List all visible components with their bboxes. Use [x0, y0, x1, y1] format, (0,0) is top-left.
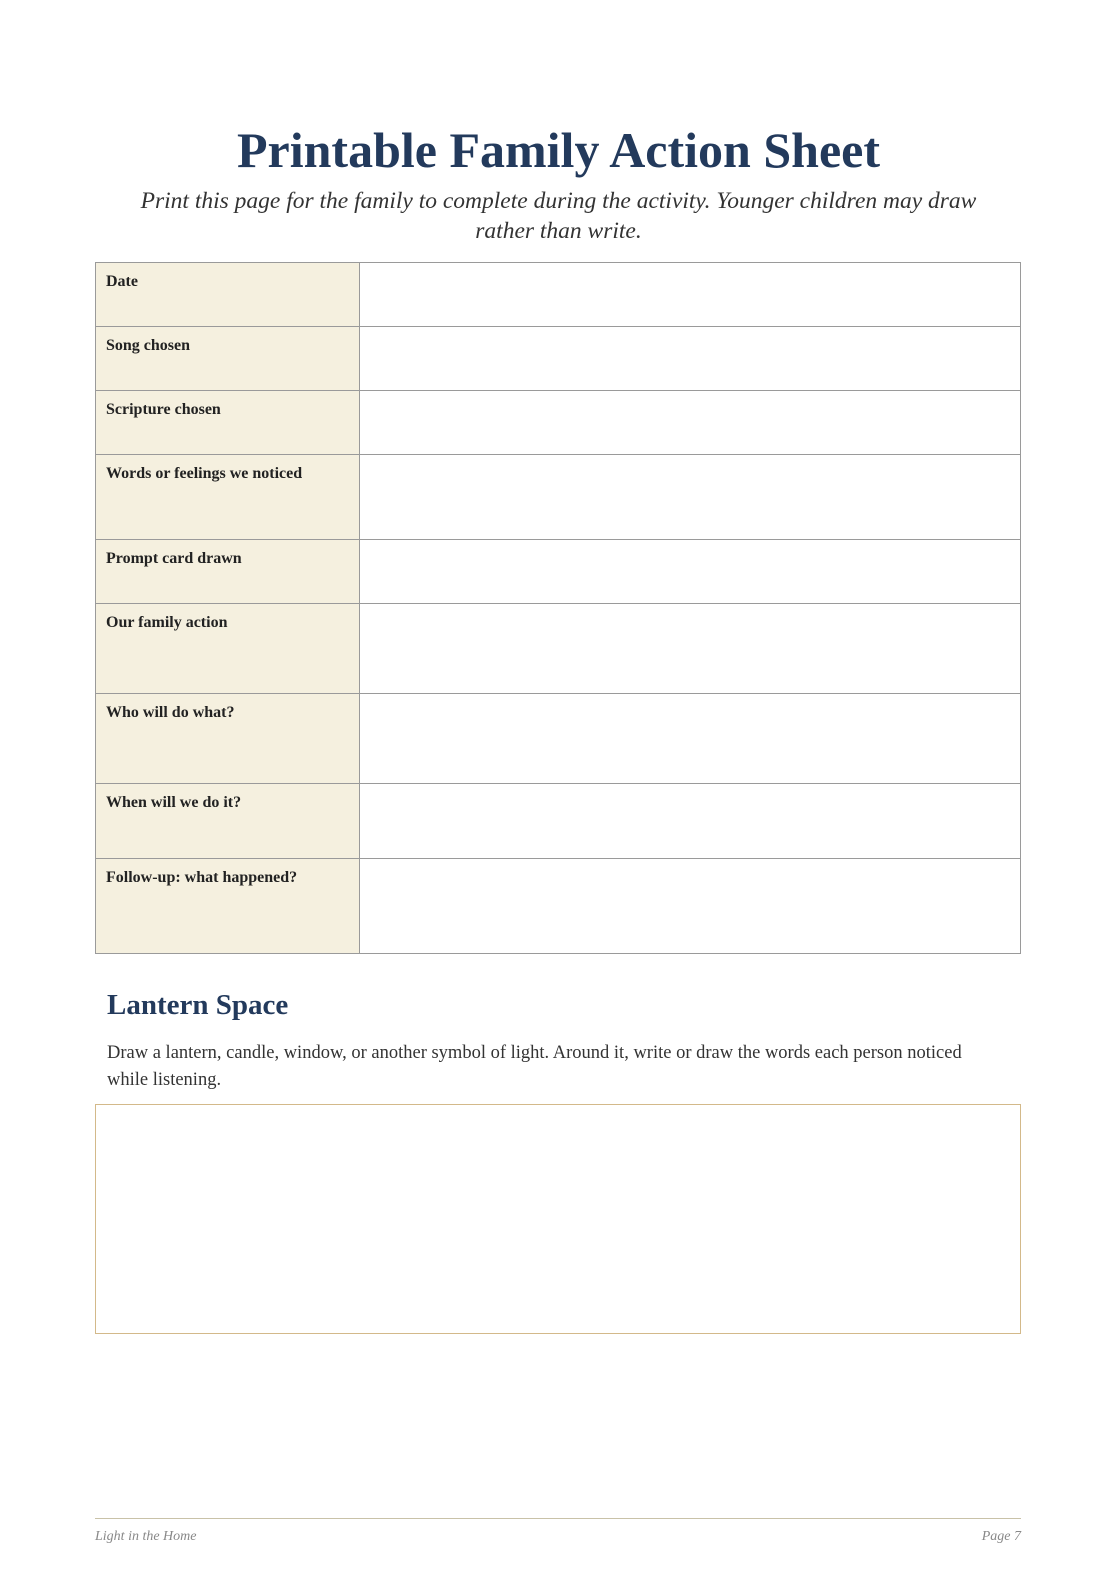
table-row — [96, 391, 1021, 455]
prompt-card-answer-field[interactable] — [360, 540, 1021, 604]
row-label-words-feelings: Words or feelings we noticed — [96, 455, 360, 540]
row-label-who: Who will do what? — [96, 694, 360, 784]
words-feelings-answer-field[interactable] — [360, 455, 1021, 540]
follow-up-answer-field[interactable] — [360, 859, 1021, 954]
table-row — [96, 694, 1021, 784]
lantern-section-title: Lantern Space — [107, 989, 289, 1021]
action-sheet-table — [95, 262, 1021, 954]
table-row — [96, 540, 1021, 604]
row-label-song: Song chosen — [96, 327, 360, 391]
date-answer-field[interactable] — [360, 263, 1021, 327]
footer-page-number: Page 7 — [981, 1529, 1021, 1544]
row-label-follow-up: Follow-up: what happened? — [96, 859, 360, 954]
footer-divider — [95, 1518, 1021, 1519]
page-subtitle: Print this page for the family to complete during the activity. Younger children may draw rather than write. — [140, 188, 977, 244]
table-row — [96, 784, 1021, 859]
table-row — [96, 327, 1021, 391]
row-label-prompt-card: Prompt card drawn — [96, 540, 360, 604]
who-answer-field[interactable] — [360, 694, 1021, 784]
table-row — [96, 455, 1021, 540]
table-row — [96, 263, 1021, 327]
page-title: Printable Family Action Sheet — [237, 122, 880, 178]
when-answer-field[interactable] — [360, 784, 1021, 859]
song-answer-field[interactable] — [360, 327, 1021, 391]
row-label-date: Date — [96, 263, 360, 327]
row-label-when: When will we do it? — [96, 784, 360, 859]
lantern-instructions: Draw a lantern, candle, window, or another symbol of light. Around it, write or draw the words each person noticed while listening. — [107, 1043, 962, 1090]
table-row — [96, 604, 1021, 694]
lantern-drawing-area[interactable] — [95, 1104, 1021, 1334]
table-row — [96, 859, 1021, 954]
footer-booklet-title: Light in the Home — [95, 1529, 197, 1544]
row-label-scripture: Scripture chosen — [96, 391, 360, 455]
row-label-family-action: Our family action — [96, 604, 360, 694]
scripture-answer-field[interactable] — [360, 391, 1021, 455]
family-action-answer-field[interactable] — [360, 604, 1021, 694]
